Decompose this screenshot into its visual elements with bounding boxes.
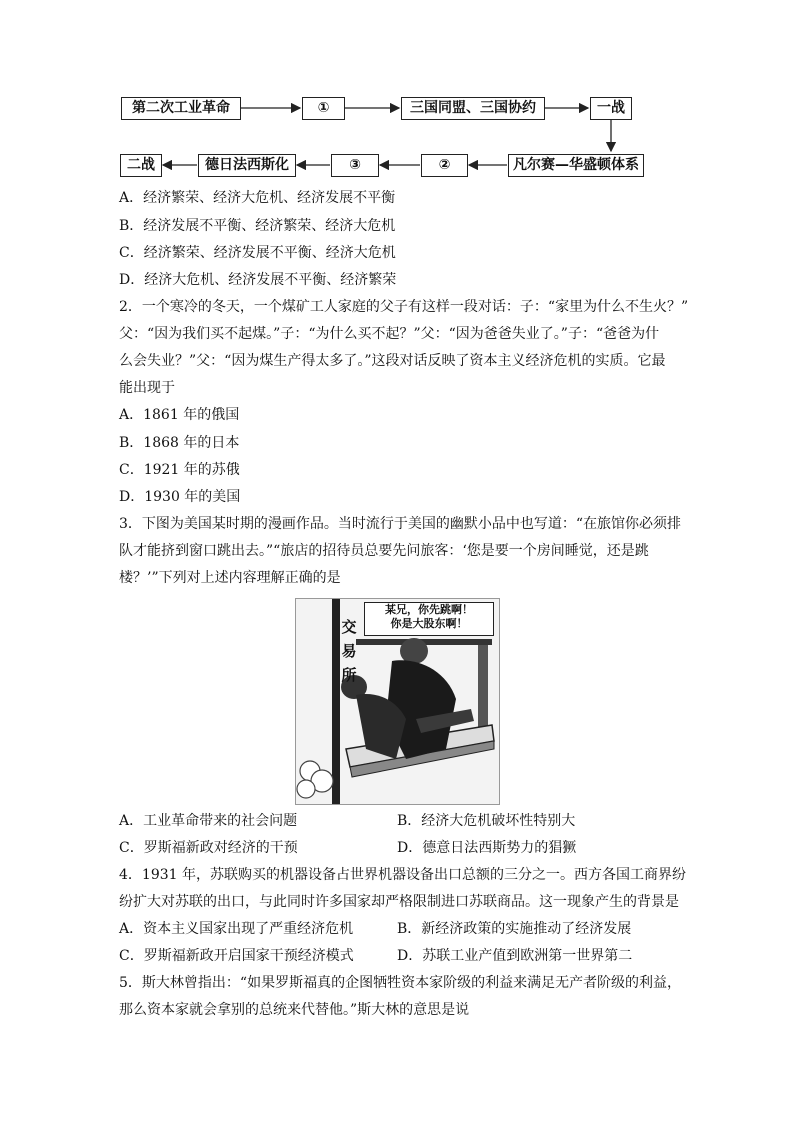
q3-stem-line3: 楼？’”下列对上述内容理解正确的是 <box>119 570 341 586</box>
q5-stem-line1: 5．斯大林曾指出：“如果罗斯福真的企图牺牲资本家阶级的利益来满足无产者阶级的利益， <box>119 975 682 991</box>
cartoon-caption-line2: 你是大股东啊！ <box>390 617 468 630</box>
cartoon-caption-line1: 某兄，你先跳啊！ <box>385 603 473 616</box>
q1-option-a: A．经济繁荣、经济大危机、经济发展不平衡 <box>119 190 396 206</box>
q2-option-a: A．1861 年的俄国 <box>119 407 240 423</box>
cartoon-sign-char1: 交 <box>341 618 357 636</box>
q4-option-c: C．罗斯福新政开启国家干预经济模式 <box>119 948 354 964</box>
box-fascism: 德日法西斯化 <box>198 154 296 177</box>
q1-option-b: B．经济发展不平衡、经济繁荣、经济大危机 <box>119 218 396 234</box>
q4-option-b: B．新经济政策的实施推动了经济发展 <box>397 921 632 937</box>
q2-stem-line3: 么会失业？”父：“因为煤生产得太多了。”这段对话反映了资本主义经济危机的实质。它最 <box>119 353 666 369</box>
q2-option-b: B．1868 年的日本 <box>119 435 240 451</box>
box-versailles-washington: 凡尔赛—华盛顿体系 <box>508 154 644 177</box>
stock-exchange-cartoon <box>295 598 500 805</box>
box-alliances: 三国同盟、三国协约 <box>401 97 545 120</box>
q3-stem-line1: 3．下图为美国某时期的漫画作品。当时流行于美国的幽默小品中也写道：“在旅馆你必须排 <box>119 516 682 532</box>
box-blank-3: ③ <box>331 154 379 177</box>
cartoon-sign-char3: 所 <box>341 666 357 684</box>
q4-option-a: A．资本主义国家出现了严重经济危机 <box>119 921 354 937</box>
q3-option-b: B．经济大危机破坏性特别大 <box>397 813 576 829</box>
q2-stem-line1: 2．一个寒冷的冬天，一个煤矿工人家庭的父子有这样一段对话：子：“家里为什么不生火？” <box>119 299 689 315</box>
q4-stem-line2: 纷扩大对苏联的出口，与此同时许多国家却严格限制进口苏联商品。这一现象产生的背景是 <box>119 894 679 910</box>
q3-option-a: A．工业革命带来的社会问题 <box>119 813 298 829</box>
q4-option-d: D．苏联工业产值到欧洲第一世界第二 <box>397 948 633 964</box>
q4-stem-line1: 4．1931 年，苏联购买的机器设备占世界机器设备出口总额的三分之一。西方各国工商界纷 <box>119 867 686 883</box>
q3-option-d: D．德意日法西斯势力的猖獗 <box>397 840 577 856</box>
box-second-industrial-revolution: 第二次工业革命 <box>121 97 241 120</box>
q1-option-d: D．经济大危机、经济发展不平衡、经济繁荣 <box>119 272 397 288</box>
cartoon-speech-caption <box>364 602 494 636</box>
q5-stem-line2: 那么资本家就会拿别的总统来代替他。”斯大林的意思是说 <box>119 1002 470 1018</box>
box-ww2: 二战 <box>120 154 162 177</box>
q2-stem-line2: 父：“因为我们买不起煤。”子：“为什么买不起？”父：“因为爸爸失业了。”子：“爸爸为什 <box>119 326 660 342</box>
box-blank-2: ② <box>421 154 468 177</box>
box-ww1: 一战 <box>590 97 632 120</box>
cartoon-exchange-sign <box>340 615 358 687</box>
q2-option-d: D．1930 年的美国 <box>119 489 241 505</box>
q2-option-c: C．1921 年的苏俄 <box>119 462 240 478</box>
cartoon-sign-char2: 易 <box>341 642 357 660</box>
box-blank-1: ① <box>302 97 345 120</box>
q1-option-c: C．经济繁荣、经济发展不平衡、经济大危机 <box>119 245 396 261</box>
q3-option-c: C．罗斯福新政对经济的干预 <box>119 840 298 856</box>
q3-stem-line2: 队才能挤到窗口跳出去。”“旅店的招待员总要先问旅客：‘您是要一个房间睡觉，还是跳 <box>119 543 649 559</box>
q2-stem-line4: 能出现于 <box>119 380 175 396</box>
